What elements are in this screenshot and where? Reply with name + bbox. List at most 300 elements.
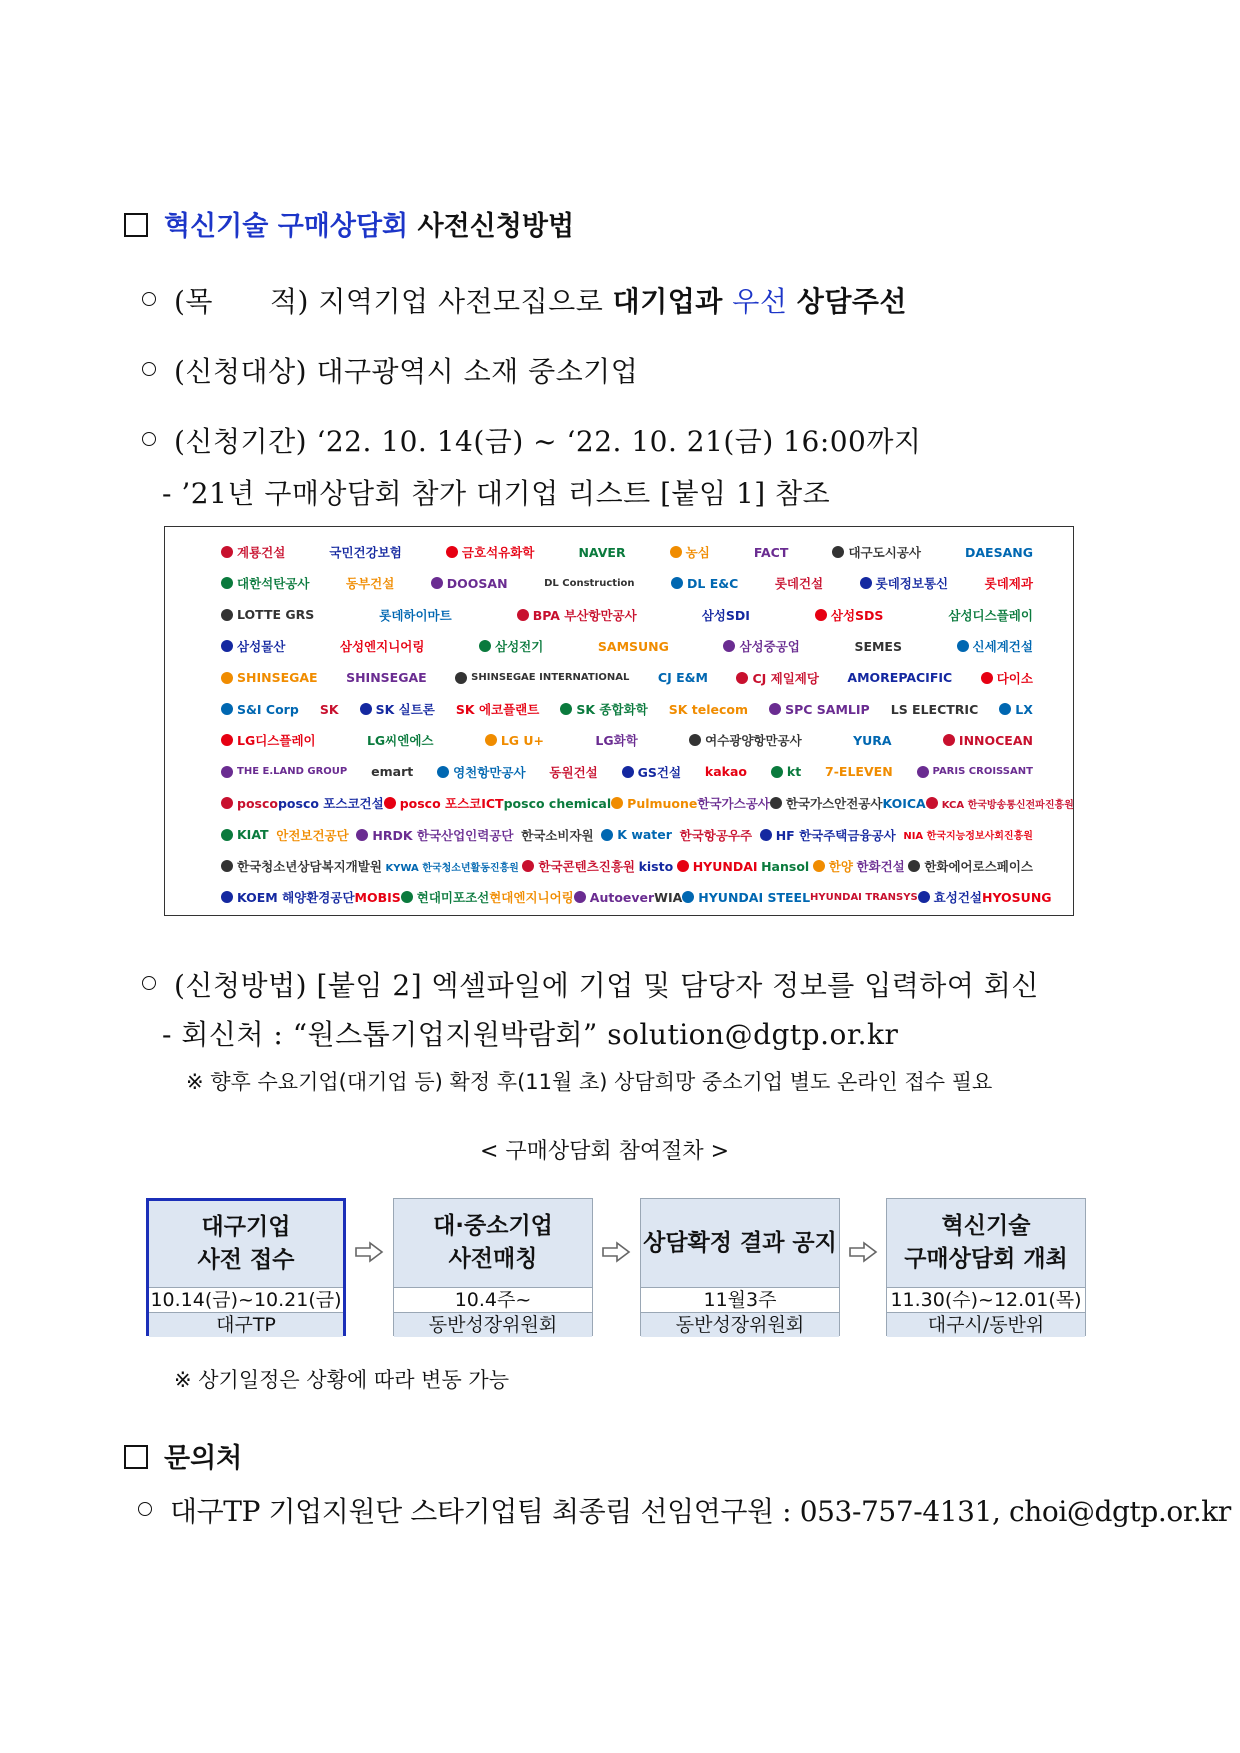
logo-mark-icon xyxy=(384,797,396,809)
logo-text: HF 한국주택금융공사 xyxy=(775,827,896,843)
logo-row xyxy=(221,539,1033,565)
logo-mark-icon xyxy=(860,577,872,589)
logo-text: FACT xyxy=(753,544,789,560)
company-logo xyxy=(379,606,451,624)
company-logo xyxy=(456,700,539,718)
logo-text: kisto xyxy=(638,858,674,874)
company-logo xyxy=(521,826,593,844)
logo-text: emart xyxy=(371,764,414,780)
logo-text: KOICA xyxy=(882,795,926,811)
period-line xyxy=(142,420,921,460)
logo-mark-icon xyxy=(522,860,534,872)
company-logo xyxy=(697,794,769,812)
logo-mark-icon xyxy=(723,640,735,652)
logo-mark-icon xyxy=(943,734,955,746)
logo-text: WIA xyxy=(654,889,683,905)
company-logo xyxy=(775,574,823,592)
company-logo xyxy=(595,731,637,749)
logo-text: 다이소 xyxy=(996,670,1033,686)
logo-mark-icon xyxy=(813,860,825,872)
process-step-4 xyxy=(886,1198,1086,1336)
logo-mark-icon xyxy=(221,546,233,558)
logo-text: LOTTE GRS xyxy=(237,607,315,623)
purpose-bold-1: 대기업과 xyxy=(612,285,723,318)
contact-line xyxy=(138,1490,1231,1530)
logo-mark-icon xyxy=(221,703,233,715)
logo-mark-icon xyxy=(908,860,920,872)
logo-mark-icon xyxy=(221,797,233,809)
purpose-line xyxy=(142,280,907,320)
company-logo xyxy=(985,574,1033,592)
logo-mark-icon xyxy=(446,546,458,558)
contact-title: 문의처 xyxy=(164,1443,243,1474)
step-line2: 사전 접수 xyxy=(197,1247,295,1273)
logo-mark-icon xyxy=(560,703,572,715)
company-logo xyxy=(622,763,681,781)
company-logo xyxy=(355,890,401,905)
logo-mark-icon xyxy=(431,577,443,589)
company-logo xyxy=(489,888,574,906)
company-logo xyxy=(221,607,314,622)
step-line2: 구매상담회 개최 xyxy=(904,1246,1068,1272)
logo-text: S&I Corp xyxy=(237,701,299,717)
logo-text: posco 포스코ICT xyxy=(399,796,504,812)
logo-text: LS ELECTRIC xyxy=(890,701,979,717)
company-logo xyxy=(926,796,1074,811)
purpose-label: (목 적) xyxy=(174,285,309,318)
company-logo xyxy=(860,574,948,592)
company-logo xyxy=(221,766,347,778)
logo-text: kakao xyxy=(704,764,747,780)
company-logo xyxy=(671,576,738,591)
section-title-application xyxy=(124,204,574,243)
company-logo xyxy=(329,543,401,561)
logo-text: kt xyxy=(786,764,802,780)
company-logo xyxy=(221,827,269,842)
company-logo xyxy=(654,890,682,905)
logo-text: PARIS CROISSANT xyxy=(932,766,1033,778)
company-logo xyxy=(689,731,802,749)
logo-mark-icon xyxy=(221,640,233,652)
logo-text: 동부건설 xyxy=(345,576,395,592)
logo-text: SHINSEGAE INTERNATIONAL xyxy=(471,672,630,684)
logo-mark-icon xyxy=(671,577,683,589)
bullet-circle-icon xyxy=(138,1502,152,1516)
logo-text: SEMES xyxy=(854,638,902,654)
logo-text: 삼성엔지니어링 xyxy=(339,639,425,655)
logo-text: SK 실트론 xyxy=(375,702,435,717)
company-logo xyxy=(221,731,316,749)
company-logo xyxy=(578,545,625,560)
company-logo xyxy=(384,794,504,812)
period-sub: - ’21년 구매상담회 참가 대기업 리스트 [붙임 1] 참조 xyxy=(162,477,831,510)
logo-text: INNOCEAN xyxy=(958,732,1033,748)
logo-mark-icon xyxy=(677,860,689,872)
logo-mark-icon xyxy=(770,797,782,809)
process-step-org: 동반성장위원회 xyxy=(641,1313,839,1337)
company-logo xyxy=(943,733,1033,748)
process-step-2 xyxy=(393,1198,593,1336)
logo-text: posco 포스코건설 xyxy=(277,796,384,812)
logo-text: 안전보건공단 xyxy=(276,827,349,843)
logo-text: 대한석탄공사 xyxy=(237,576,310,592)
company-logo xyxy=(221,574,309,592)
logo-text: LG U+ xyxy=(500,732,545,748)
company-logo xyxy=(813,857,853,875)
logo-mark-icon xyxy=(356,829,368,841)
logo-row xyxy=(221,884,1052,910)
logo-row xyxy=(221,759,1033,785)
logo-text: BPA 부산항만공사 xyxy=(532,607,637,623)
logo-text: CJ E&M xyxy=(657,670,708,686)
logo-text: 여수광양항만공사 xyxy=(705,733,802,749)
logo-row xyxy=(221,727,1033,753)
logo-text: KYWA 한국청소년활동진흥원 xyxy=(385,862,519,874)
logo-text: LG화학 xyxy=(595,733,638,749)
logo-text: 삼성SDI xyxy=(701,607,750,623)
logo-text: 농심 xyxy=(685,545,710,560)
company-logo xyxy=(221,796,278,811)
company-logo xyxy=(504,796,612,811)
logo-mark-icon xyxy=(832,546,844,558)
company-logo xyxy=(320,702,339,717)
logo-text: HYUNDAI TRANSYS xyxy=(810,891,918,903)
logo-mark-icon xyxy=(221,860,233,872)
process-step-date: 11.30(수)~12.01(목) xyxy=(887,1288,1085,1313)
logo-text: 롯데하이마트 xyxy=(379,607,452,623)
logo-mark-icon xyxy=(815,609,827,621)
method-reply: - 회신처 : “원스톱기업지원박람회” solution@dgtp.or.kr xyxy=(162,1018,899,1051)
company-logo xyxy=(611,796,697,811)
logo-mark-icon xyxy=(918,891,930,903)
logo-text: 신세계건설 xyxy=(972,639,1033,655)
logo-text: HYOSUNG xyxy=(981,889,1052,905)
company-logo-collage xyxy=(164,526,1074,916)
logo-mark-icon xyxy=(999,703,1011,715)
company-logo xyxy=(903,827,1033,842)
logo-text: 롯데건설 xyxy=(774,576,824,592)
process-step-date: 10.4주~ xyxy=(394,1288,592,1313)
company-logo xyxy=(401,888,489,906)
process-step-3 xyxy=(640,1198,840,1336)
logo-text: 한화건설 xyxy=(856,859,905,874)
process-caption: < 구매상담회 참여절차 > xyxy=(480,1139,730,1164)
process-step-date: 11월3주 xyxy=(641,1288,839,1313)
logo-text: HRDK 한국산업인력공단 xyxy=(372,827,514,843)
company-logo xyxy=(560,700,647,718)
company-logo xyxy=(517,606,637,624)
logo-text: MOBIS xyxy=(354,889,401,905)
logo-mark-icon xyxy=(479,640,491,652)
logo-mark-icon xyxy=(221,829,233,841)
company-logo xyxy=(981,669,1033,687)
logo-mark-icon xyxy=(221,766,233,778)
company-logo xyxy=(761,859,809,874)
logo-mark-icon xyxy=(689,734,701,746)
logo-text: LG디스플레이 xyxy=(237,733,316,749)
logo-row xyxy=(221,570,1033,596)
logo-mark-icon xyxy=(682,891,694,903)
logo-text: HYUNDAI STEEL xyxy=(698,889,811,905)
company-logo xyxy=(982,890,1052,905)
purpose-text: 지역기업 사전모집으로 xyxy=(318,285,604,318)
logo-text: LG씨엔에스 xyxy=(366,733,434,749)
company-logo xyxy=(639,859,674,874)
purpose-blue: 우선 xyxy=(732,285,788,318)
step-line1: 대·중소기업 xyxy=(433,1213,553,1239)
target-text: 대구광역시 소재 중소기업 xyxy=(316,355,639,388)
logo-mark-icon xyxy=(622,766,634,778)
company-logo xyxy=(669,702,748,717)
logo-text: 롯데제과 xyxy=(984,576,1033,592)
checkbox-square-icon xyxy=(124,213,148,237)
logo-mark-icon xyxy=(221,609,233,621)
logo-text: 한국청소년상담복지개발원 xyxy=(237,859,382,874)
logo-mark-icon xyxy=(437,766,449,778)
company-logo xyxy=(908,857,1033,875)
process-step-date: 10.14(금)~10.21(금) xyxy=(150,1289,342,1311)
company-logo xyxy=(598,639,669,654)
logo-text: NAVER xyxy=(578,544,626,560)
process-step-title xyxy=(394,1199,592,1288)
logo-text: 한양 xyxy=(828,859,853,874)
company-logo xyxy=(682,890,810,905)
logo-mark-icon xyxy=(981,672,993,684)
logo-row xyxy=(221,665,1033,691)
logo-text: 한국가스공사 xyxy=(697,796,770,812)
logo-text: 국민건강보험 xyxy=(329,545,402,560)
company-logo xyxy=(853,733,892,748)
section-title-highlight: 혁신기술 구매상담회 xyxy=(164,211,409,242)
company-logo xyxy=(917,766,1033,778)
logo-mark-icon xyxy=(917,766,929,778)
arrow-right-icon xyxy=(848,1240,878,1264)
company-logo xyxy=(832,543,920,561)
step-line1: 상담확정 결과 공지 xyxy=(643,1229,837,1256)
company-logo xyxy=(948,606,1033,624)
logo-text: GS건설 xyxy=(637,764,682,780)
company-logo xyxy=(221,702,299,717)
company-logo xyxy=(221,888,355,906)
company-logo xyxy=(276,826,348,844)
company-logo xyxy=(670,543,710,561)
logo-text: SHINSEGAE xyxy=(237,670,318,686)
target-label: (신청대상) xyxy=(174,355,308,388)
logo-text: HYUNDAI xyxy=(692,858,758,874)
company-logo xyxy=(278,794,384,812)
logo-mark-icon xyxy=(926,797,938,809)
company-logo xyxy=(431,576,508,591)
logo-row xyxy=(221,602,1033,628)
company-logo xyxy=(437,763,525,781)
logo-text: Pulmuone xyxy=(627,795,698,811)
process-step-org: 동반성장위원회 xyxy=(394,1313,592,1337)
logo-text: K water xyxy=(617,827,672,843)
logo-row xyxy=(221,633,1033,659)
logo-text: YURA xyxy=(853,732,892,748)
company-logo xyxy=(479,637,543,655)
company-logo xyxy=(957,637,1033,655)
logo-text: posco chemical xyxy=(503,795,612,811)
logo-text: 한국콘텐츠진흥원 xyxy=(538,859,636,874)
logo-text: LX xyxy=(1015,701,1033,717)
bullet-circle-icon xyxy=(142,976,156,990)
company-logo xyxy=(825,764,893,779)
logo-mark-icon xyxy=(957,640,969,652)
company-logo xyxy=(221,543,285,561)
logo-text: DOOSAN xyxy=(446,575,508,591)
company-logo xyxy=(705,764,747,779)
method-label: (신청방법) xyxy=(174,969,308,1002)
logo-text: Hansol xyxy=(761,858,810,874)
company-logo xyxy=(723,637,799,655)
logo-text: 삼성전기 xyxy=(495,639,544,655)
contact-text[interactable]: 대구TP 기업지원단 스타기업팀 최종림 선임연구원 : 053-757-4131, choi@dgtp.or.kr xyxy=(170,1495,1231,1528)
period-text: ‘22. 10. 14(금) ~ ‘22. 10. 21(금) 16:00까지 xyxy=(316,425,922,458)
process-step-title xyxy=(149,1201,343,1288)
process-step-1 xyxy=(146,1198,346,1336)
logo-text: KIAT xyxy=(237,827,269,843)
company-logo xyxy=(891,702,979,717)
bullet-circle-icon xyxy=(142,432,156,446)
company-logo xyxy=(680,826,752,844)
method-line xyxy=(142,964,1039,1004)
arrow-right-icon xyxy=(354,1240,384,1264)
process-step-title xyxy=(887,1199,1085,1288)
arrow-right-icon xyxy=(601,1240,631,1264)
company-logo xyxy=(754,545,788,560)
company-logo xyxy=(771,764,801,779)
logo-mark-icon xyxy=(360,703,372,715)
logo-text: 효성건설 xyxy=(933,890,982,906)
company-logo xyxy=(574,890,654,905)
logo-mark-icon xyxy=(221,672,233,684)
logo-text: 금호석유화학 xyxy=(461,545,535,560)
company-logo xyxy=(856,857,904,875)
logo-text: 계룡건설 xyxy=(237,545,286,560)
logo-text: 삼성디스플레이 xyxy=(948,607,1033,623)
logo-mark-icon xyxy=(769,703,781,715)
logo-text: DL E&C xyxy=(687,575,739,591)
logo-mark-icon xyxy=(221,734,233,746)
company-logo xyxy=(356,826,513,844)
logo-mark-icon xyxy=(574,891,586,903)
section-title-rest: 사전신청방법 xyxy=(417,211,575,242)
company-logo xyxy=(455,672,629,684)
logo-text: 롯데정보통신 xyxy=(875,576,949,592)
target-line xyxy=(142,350,638,390)
company-logo xyxy=(882,796,925,811)
company-logo xyxy=(736,669,818,687)
step-line2: 사전매칭 xyxy=(448,1246,538,1272)
logo-text: SK 종합화학 xyxy=(576,702,648,717)
company-logo xyxy=(346,574,394,592)
logo-text: Autoever xyxy=(589,889,655,905)
company-logo xyxy=(221,670,318,685)
logo-text: SK 에코플랜트 xyxy=(455,702,540,717)
method-note: ※ 향후 수요기업(대기업 등) 확정 후(11월 초) 상담희망 중소기업 별도 온라인 접수 필요 xyxy=(186,1070,993,1094)
logo-text: SAMSUNG xyxy=(597,638,669,654)
company-logo xyxy=(346,670,427,685)
logo-mark-icon xyxy=(221,577,233,589)
checkbox-square-icon xyxy=(124,1445,148,1469)
period-label: (신청기간) xyxy=(174,425,308,458)
company-logo xyxy=(446,543,534,561)
company-logo xyxy=(360,700,435,718)
logo-text: SK telecom xyxy=(668,701,749,717)
logo-mark-icon xyxy=(221,891,233,903)
bullet-circle-icon xyxy=(142,362,156,376)
company-logo xyxy=(658,670,708,685)
company-logo xyxy=(847,670,952,685)
logo-text: 동원건설 xyxy=(549,764,598,780)
logo-mark-icon xyxy=(611,797,623,809)
company-logo xyxy=(485,733,544,748)
process-step-org: 대구시/동반위 xyxy=(887,1313,1085,1337)
logo-text: KCA 한국방송통신전파진흥원 xyxy=(941,799,1074,811)
logo-text: DL Construction xyxy=(544,577,635,589)
logo-text: AMOREPACIFIC xyxy=(847,670,953,686)
bullet-circle-icon xyxy=(142,292,156,306)
logo-text: DAESANG xyxy=(965,544,1033,560)
logo-text: 한화에어로스페이스 xyxy=(924,859,1033,874)
process-step-org: 대구TP xyxy=(149,1313,343,1337)
purpose-bold-2: 상담주선 xyxy=(796,285,907,318)
company-logo xyxy=(854,639,902,654)
logo-row xyxy=(221,790,1074,816)
logo-text: SPC SAMLIP xyxy=(785,701,870,717)
section-title-contact xyxy=(124,1436,242,1475)
logo-text: 대구도시공사 xyxy=(848,545,921,560)
company-logo xyxy=(340,637,425,655)
logo-row xyxy=(221,696,1033,722)
logo-text: CJ 제일제당 xyxy=(752,670,819,686)
company-logo xyxy=(601,827,672,842)
logo-row xyxy=(221,853,1033,879)
company-logo xyxy=(549,763,597,781)
logo-text: SK xyxy=(319,701,339,717)
company-logo xyxy=(367,731,434,749)
company-logo xyxy=(385,859,518,874)
logo-mark-icon xyxy=(736,672,748,684)
logo-text: KOEM 해양환경공단 xyxy=(237,890,355,906)
company-logo xyxy=(760,826,896,844)
logo-mark-icon xyxy=(670,546,682,558)
step-line1: 대구기업 xyxy=(201,1214,291,1240)
logo-mark-icon xyxy=(760,829,772,841)
logo-text: 한국가스안전공사 xyxy=(785,796,883,812)
logo-text: SHINSEGAE xyxy=(346,670,427,686)
process-note: ※ 상기일정은 상황에 따라 변동 가능 xyxy=(174,1368,509,1392)
company-logo xyxy=(770,794,883,812)
logo-text: 7-ELEVEN xyxy=(825,764,893,780)
method-text: [붙임 2] 엑셀파일에 기업 및 담당자 정보를 입력하여 회신 xyxy=(316,969,1039,1002)
logo-text: posco xyxy=(237,795,278,811)
logo-mark-icon xyxy=(517,609,529,621)
logo-text: 삼성SDS xyxy=(830,607,884,623)
company-logo xyxy=(965,545,1033,560)
company-logo xyxy=(371,764,413,779)
company-logo xyxy=(677,859,758,874)
logo-mark-icon xyxy=(601,829,613,841)
company-logo xyxy=(810,892,918,903)
logo-text: 현대미포조선 xyxy=(416,890,490,906)
logo-text: 영천항만공사 xyxy=(453,764,526,780)
logo-mark-icon xyxy=(455,672,467,684)
logo-mark-icon xyxy=(485,734,497,746)
company-logo xyxy=(702,606,750,624)
company-logo xyxy=(221,857,382,875)
